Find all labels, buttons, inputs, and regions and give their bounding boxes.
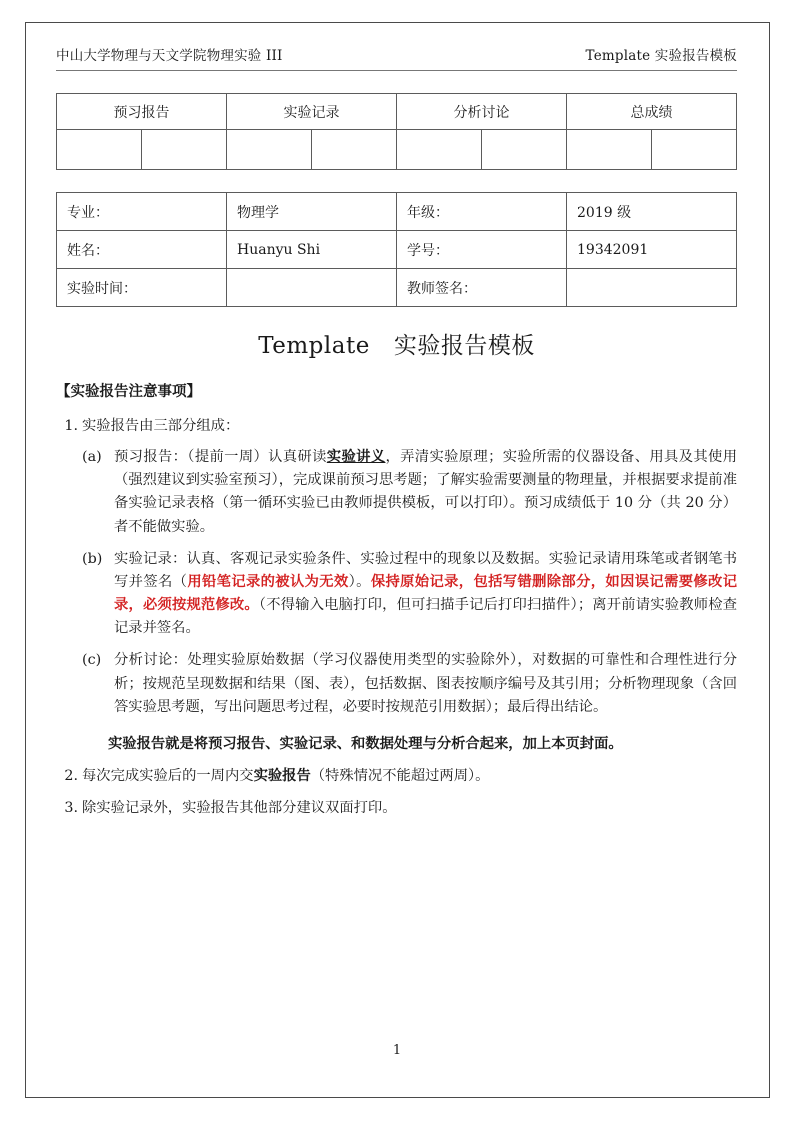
- table-row: [57, 231, 737, 269]
- item2-emphasis: 实验报告: [253, 768, 311, 785]
- list-marker: 1.: [64, 418, 78, 434]
- grade-column-header: 总成绩: [567, 94, 737, 130]
- header-right-text: Template 实验报告模板: [585, 48, 737, 64]
- sub-a-emphasis: 实验讲义: [326, 449, 386, 466]
- list-item: [56, 765, 737, 788]
- list-marker: 3.: [64, 800, 78, 817]
- sub-b-part2: ）。: [348, 573, 371, 590]
- sub-b-part3: （不得输入电脑打印，但可扫描手记后打印扫描件）；离开前请实验教师检查记录并签名。: [114, 597, 738, 637]
- sub-b-red-warning-1: 用铅笔记录的被认为无效: [187, 573, 349, 590]
- list-item: [56, 797, 737, 820]
- field-value-student-id[interactable]: 19342091: [567, 231, 737, 269]
- list-marker: 2.: [64, 768, 78, 785]
- field-label-experiment-time: 实验时间：: [57, 269, 227, 307]
- grade-table: [56, 93, 737, 170]
- field-label-grade-year: 年级：: [397, 193, 567, 231]
- list-item: [82, 649, 737, 718]
- page-content: [56, 44, 737, 829]
- sub-a-part1: 预习报告：（提前一周）认真研读: [114, 449, 327, 466]
- grade-column-header: 实验记录: [227, 94, 397, 130]
- field-label-major: 专业：: [57, 193, 227, 231]
- item3-text: 除实验记录外，实验报告其他部分建议双面打印。: [82, 800, 397, 817]
- notes-summary: 实验报告就是将预习报告、实验记录、和数据处理与分析合起来，加上本页封面。: [108, 735, 623, 752]
- notes-heading: 【实验报告注意事项】: [56, 383, 201, 400]
- sub-b-red-warning-2: 保持原始记录，包括写错删除部分，如因误记需要修改记录，必须按规范修改。: [114, 573, 738, 614]
- field-label-teacher-signature: 教师签名：: [397, 269, 567, 307]
- sublist-marker: (b): [82, 550, 103, 567]
- grade-value-cell[interactable]: [567, 130, 652, 170]
- list-item-text: 实验报告由三部分组成：: [82, 418, 240, 434]
- grade-value-cell[interactable]: [652, 130, 737, 170]
- sub-a-part2: ，弄清实验原理；实验所需的仪器设备、用具及其使用（强烈建议到实验室预习），完成课前预习思考题；了解实验需要测量的物理量，并根据要求提前准备实验记录表格（第一循环实验已由教师提供模板，可以打印）。预习成绩低于 10 分（共 20 分）者不能做实验。: [114, 449, 737, 535]
- page-title: [56, 327, 737, 360]
- table-row: [57, 193, 737, 231]
- sub-c-text: 分析讨论：处理实验原始数据（学习仪器使用类型的实验除外），对数据的可靠性和合理性进行分析；按规范呈现数据和结果（图、表），包括数据、图表按顺序编号及其引用；分析物理现象（含回答实验思考题，写出问题思考过程，必要时按规范引用数据）；最后得出结论。: [114, 652, 737, 715]
- page-number: 1: [392, 1043, 402, 1058]
- header-left-text: 中山大学物理与天文学院物理实验 III: [56, 48, 283, 64]
- list-item: [82, 446, 737, 539]
- sublist-marker: (c): [82, 652, 102, 669]
- list-item: [56, 415, 737, 756]
- table-row: [57, 269, 737, 307]
- grade-table-value-row: [57, 130, 737, 170]
- title-english: Template: [258, 333, 370, 359]
- field-value-name[interactable]: Huanyu Shi: [227, 231, 397, 269]
- grade-value-cell[interactable]: [397, 130, 482, 170]
- field-value-grade-year[interactable]: 2019 级: [567, 193, 737, 231]
- item2-part1: 每次完成实验后的一周内交: [82, 768, 254, 785]
- title-chinese: 实验报告模板: [393, 333, 535, 359]
- field-value-experiment-time[interactable]: [227, 269, 397, 307]
- field-value-teacher-signature[interactable]: [567, 269, 737, 307]
- field-label-student-id: 学号：: [397, 231, 567, 269]
- grade-value-cell[interactable]: [312, 130, 397, 170]
- sub-b-part1: 实验记录：认真、客观记录实验条件、实验过程中的现象以及数据。实验记录请用珠笔或者钢笔书写并签名（: [114, 550, 737, 590]
- running-header: [56, 44, 737, 71]
- sublist-marker: (a): [82, 449, 102, 466]
- grade-column-header: 预习报告: [57, 94, 227, 130]
- notes-sublist: [82, 446, 737, 719]
- list-item: [82, 548, 737, 641]
- item2-part2: （特殊情况不能超过两周）。: [310, 768, 490, 785]
- notes-list: [56, 415, 737, 820]
- grade-value-cell[interactable]: [482, 130, 567, 170]
- field-value-major[interactable]: 物理学: [227, 193, 397, 231]
- student-info-table: [56, 192, 737, 307]
- grade-value-cell[interactable]: [57, 130, 142, 170]
- grade-column-header: 分析讨论: [397, 94, 567, 130]
- field-label-name: 姓名：: [57, 231, 227, 269]
- grade-table-header-row: [57, 94, 737, 130]
- grade-value-cell[interactable]: [227, 130, 312, 170]
- grade-value-cell[interactable]: [142, 130, 227, 170]
